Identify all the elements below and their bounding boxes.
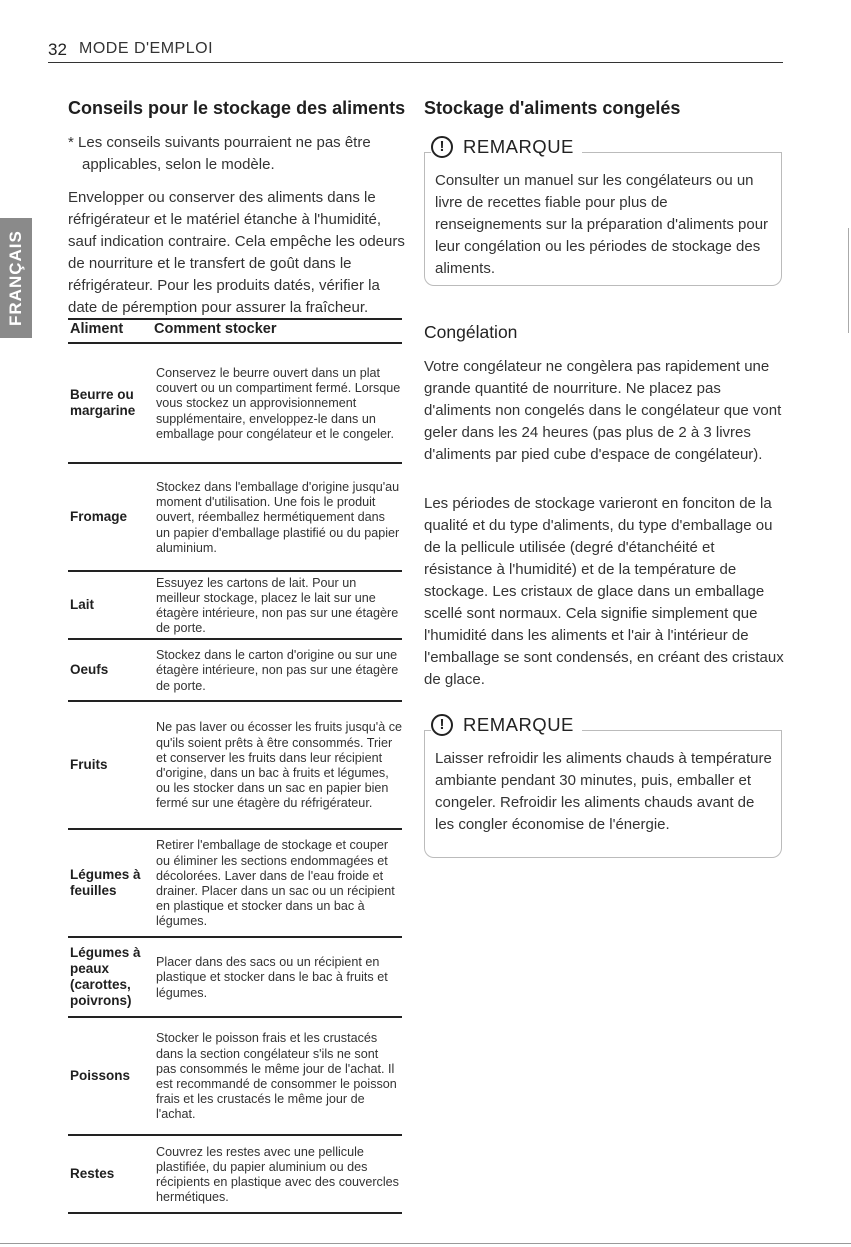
storage-table xyxy=(68,318,402,1214)
food-name: Restes xyxy=(70,1166,115,1181)
table-row xyxy=(68,344,402,464)
column-header-food: Aliment xyxy=(70,321,124,337)
storage-instruction: Ne pas laver ou écosser les fruits jusqu'à ce qu'ils soient prêts à être consommés. Trier et conserver les fruits dans leur récipient d'origine, dans un bac à fruits et légumes, ou les stocker dans un sac en papier bien fermé sur une étagère du réfrigérateur. xyxy=(156,720,403,811)
storage-period-paragraph: Les périodes de stockage varieront en fonciton de la qualité et du type d'aliments, du type d'emballage ou de la pellicule utilisée (degré d'étanchéité et résistance à l'humidité) et de la température de stockage. Les cristaux de glace dans un emballage scellé sont normaux. Cela signifie simplement que l'humidité dans les aliments et l'air à l'intérieur de l'emballage se sont condensés, en créant des cristaux de glace. xyxy=(424,495,784,688)
food-name: Fruits xyxy=(70,757,108,772)
storage-instruction: Conservez le beurre ouvert dans un plat couvert ou un compartiment fermé. Lorsque vous stockez un approvisionnement supplémentaire, enveloppez-le dans un emballage pour congélateur et le congeler. xyxy=(156,365,401,441)
table-row xyxy=(68,830,402,938)
note-box xyxy=(424,714,782,858)
table-row xyxy=(68,640,402,702)
food-name: Fromage xyxy=(70,509,128,524)
note-text: Consulter un manuel sur les congélateurs ou un livre de recettes fiable pour plus de renseignements sur la préparation d'aliments pour leur congélation ou les périodes de stockage des aliments. xyxy=(435,172,769,277)
table-row xyxy=(68,1136,402,1214)
freezing-subheading: Congélation xyxy=(424,322,518,342)
bottom-rule xyxy=(0,1243,851,1244)
table-row xyxy=(68,702,402,830)
storage-instruction: Couvrez les restes avec une pellicule plastifiée, du papier aluminium ou des récipients en plastique avec des couvercles hermétiques. xyxy=(156,1144,399,1205)
table-row xyxy=(68,938,402,1018)
note-text: Laisser refroidir les aliments chauds à température ambiante pendant 30 minutes, puis, emballer et congeler. Refroidir les aliments chauds avant de les congler économise de l'énergie. xyxy=(435,750,772,833)
storage-tips-heading: Conseils pour le stockage des aliments xyxy=(68,98,406,118)
food-name: Légumes à peaux (carottes, poivrons) xyxy=(70,945,141,1008)
table-row xyxy=(68,572,402,640)
storage-instruction: Retirer l'emballage de stockage et couper ou éliminer les sections endommagées et décolorées. Laver dans de l'eau froide et drainer. Placer dans un sac ou un récipient en plastique et stocker dans un bac à légumes. xyxy=(156,838,395,929)
language-tab xyxy=(0,218,32,338)
intro-paragraph: Envelopper ou conserver des aliments dans le réfrigérateur et le matériel étanche à l'humidité, sauf indication contraire. Cela empêche les odeurs de nourriture et le transfert de goût dans le réfrigérateur. Pour les produits datés, vérifier la date de péremption pour assurer la fraîcheur. xyxy=(68,189,405,316)
model-note: * Les conseils suivants pourraient ne pas être applicables, selon le modèle. xyxy=(68,134,371,173)
note-label: REMARQUE xyxy=(463,714,574,735)
storage-instruction: Essuyez les cartons de lait. Pour un meilleur stockage, placez le lait sur une étagère intérieure, non pas sur une étagère de porte. xyxy=(156,575,399,636)
note-header xyxy=(431,714,582,736)
exclamation-circle-icon: ! xyxy=(431,714,453,736)
food-name: Oeufs xyxy=(70,662,109,677)
freezing-paragraph: Votre congélateur ne congèlera pas rapidement une grande quantité de nourriture. Ne placez pas d'aliments non congelés dans le congélateur que vont geler dans les 24 heures (pas plus de 2 à 3 livres d'aliments par pied cube d'espace de congélateur). xyxy=(424,358,782,463)
page-header xyxy=(48,40,783,63)
food-name: Lait xyxy=(70,597,95,612)
storage-instruction: Stockez dans le carton d'origine ou sur une étagère intérieure, non pas sur une étagère de porte. xyxy=(156,648,399,693)
storage-instruction: Placer dans des sacs ou un récipient en plastique et stocker dans le bac à fruits et légumes. xyxy=(156,955,388,1000)
note-box xyxy=(424,136,782,286)
exclamation-circle-icon: ! xyxy=(431,136,453,158)
page-number: 32 xyxy=(48,40,67,59)
food-name: Légumes à feuilles xyxy=(70,867,141,898)
note-header xyxy=(431,136,582,158)
food-name: Beurre ou margarine xyxy=(70,387,136,418)
storage-instruction: Stockez dans l'emballage d'origine jusqu'au moment d'utilisation. Une fois le produit ouvert, réemballez hermétiquement dans un papier d'emballage plastifié ou du papier aluminium. xyxy=(156,479,400,555)
table-row xyxy=(68,1018,402,1136)
table-header xyxy=(68,318,402,344)
language-tab-label: FRANÇAIS xyxy=(6,230,25,326)
page-title: MODE D'EMPLOI xyxy=(79,40,214,57)
margin-rule xyxy=(848,228,849,333)
note-label: REMARQUE xyxy=(463,136,574,157)
food-name: Poissons xyxy=(70,1068,131,1083)
storage-instruction: Stocker le poisson frais et les crustacés dans la section congélateur s'ils ne sont pas consommés le même jour de l'achat. Il est recommandé de consommer le poisson frais et les crustacés le même jour de l'achat. xyxy=(156,1031,397,1122)
column-header-how: Comment stocker xyxy=(154,321,277,337)
frozen-storage-heading: Stockage d'aliments congelés xyxy=(424,98,681,118)
table-row xyxy=(68,464,402,572)
